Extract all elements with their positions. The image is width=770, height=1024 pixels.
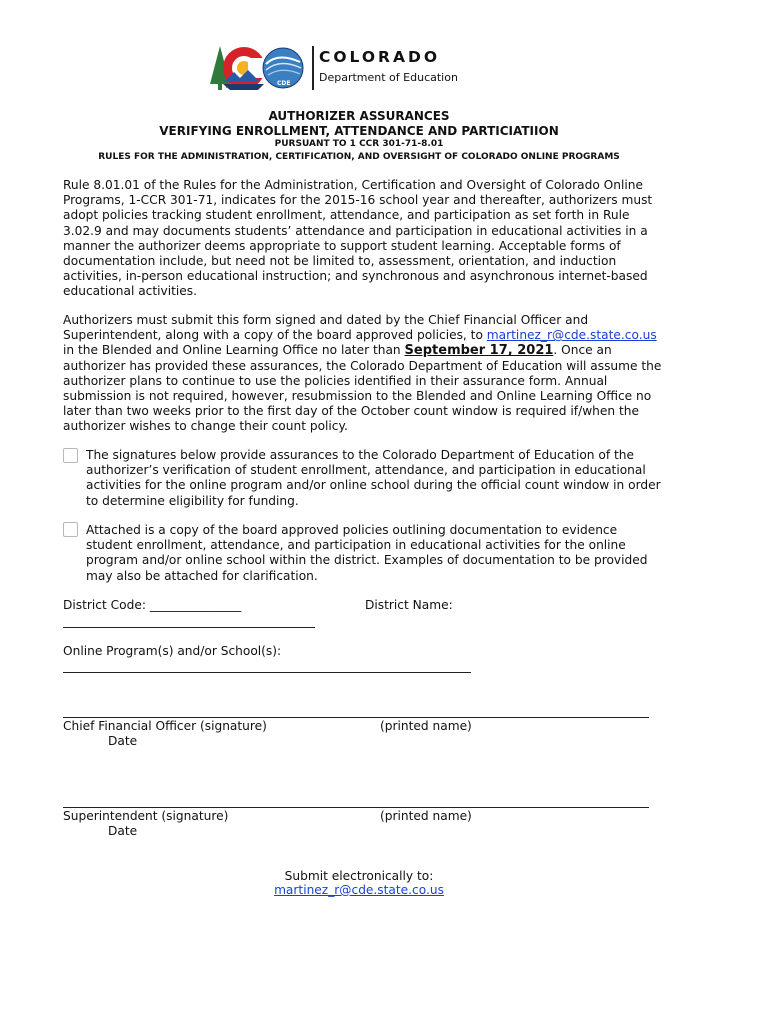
cfo-printed-name-label: (printed name) xyxy=(380,719,472,733)
submission-text-1: Authorizers must submit this form signed and dated by the Chief Financial Officer and Superintendent, along with a copy of the board approved policies, to xyxy=(63,313,589,343)
logo-divider xyxy=(312,46,314,90)
cfo-date-label: Date xyxy=(108,734,138,748)
doc-rules-title: RULES FOR THE ADMINISTRATION, CERTIFICATION, AND OVERSIGHT OF COLORADO ONLINE PROGRAMS xyxy=(98,152,620,162)
submission-text-3: . Once an authorizer has provided these assurances, the Colorado Department of Education will assume the authorizer plans to continue to use the policies identified in their assurance form. Annual submission is not required, however, resubmission to the Blended and Online Learning Office no later than two weeks prior to the first day of the October count window is required if/when the authorizer wishes to change their count policy. xyxy=(63,343,662,434)
submission-paragraph xyxy=(63,313,663,435)
policies-attached-text: Attached is a copy of the board approved policies outlining documentation to evidence student enrollment, attendance, and participation in educational activities for the online program and/or online school within the district. Examples of documentation to be provided may also be attached for clarification. xyxy=(86,523,648,583)
submission-email-link[interactable]: martinez_r@cde.state.co.us xyxy=(486,328,657,343)
signature-assurance-text: The signatures below provide assurances to the Colorado Department of Education of the authorizer’s verification of student enrollment, attendance, and participation in educational activities for the online program and/or online school during the official count window in order to determine eligibility for funding. xyxy=(86,448,661,508)
doc-subtitle: VERIFYING ENROLLMENT, ATTENDANCE AND PARTICIATIION xyxy=(159,124,559,138)
signature-assurance-checkbox[interactable] xyxy=(63,448,78,463)
logo-department: Department of Education xyxy=(319,71,458,84)
cfo-signature-line[interactable] xyxy=(63,717,649,718)
superintendent-signature-label: Superintendent (signature) xyxy=(63,809,229,823)
rule-paragraph: Rule 8.01.01 of the Rules for the Administration, Certification and Oversight of Colorado Online Programs, 1-CCR 301-71, indicates for the 2015-16 school year and thereafter, authorizers must adopt policies tracking student enrollment, attendance, and participation as set forth in Rule 3.02.9 and may documents students’ attendance and participation in educational activities in a manner the authorizer deems appropriate to support student learning. Acceptable forms of documentation include, but need not be limited to, assessment, orientation, and induction activities, in-person educational instruction; and synchronous and asynchronous internet-based educational activities. xyxy=(63,178,653,299)
superintendent-signature-line[interactable] xyxy=(63,807,649,808)
footer-email-link[interactable]: martinez_r@cde.state.co.us xyxy=(274,883,444,897)
doc-regulation: PURSUANT TO 1 CCR 301-71-8.01 xyxy=(274,139,444,149)
submission-text-2: in the Blended and Online Learning Office no later than xyxy=(63,343,405,358)
policies-attached-checkbox[interactable] xyxy=(63,522,78,537)
footer-email-container xyxy=(0,883,718,897)
cde-badge-text: CDE xyxy=(277,80,291,87)
district-code-label: District Code: _______________ xyxy=(63,598,242,612)
logo-wordmark: COLORADO xyxy=(319,48,441,66)
superintendent-printed-name-label: (printed name) xyxy=(380,809,472,823)
online-program-label: Online Program(s) and/or School(s): xyxy=(63,644,282,658)
doc-title: AUTHORIZER ASSURANCES xyxy=(268,109,450,123)
cfo-signature-label: Chief Financial Officer (signature) xyxy=(63,719,267,733)
deadline-date: September 17, 2021 xyxy=(404,343,554,359)
district-name-label: District Name: xyxy=(365,598,453,612)
submit-label: Submit electronically to: xyxy=(284,869,434,883)
district-name-line[interactable] xyxy=(63,627,315,628)
trademark: TM xyxy=(225,84,231,89)
superintendent-date-label: Date xyxy=(108,824,138,838)
online-program-line[interactable] xyxy=(63,672,471,673)
